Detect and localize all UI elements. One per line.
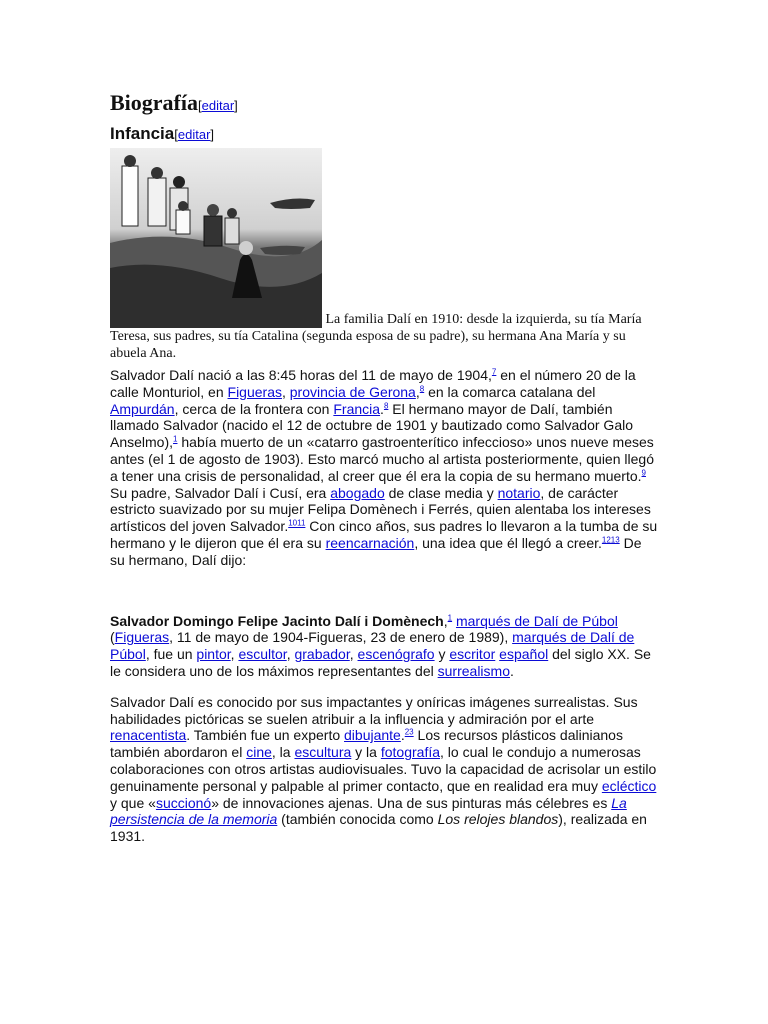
link-figueras[interactable]: Figueras xyxy=(227,383,282,400)
link-escultor[interactable]: escultor xyxy=(238,646,287,663)
link-ampurdan[interactable]: Ampurdán xyxy=(110,400,175,417)
link-francia[interactable]: Francia xyxy=(333,400,381,417)
ref-link[interactable]: 7 xyxy=(491,367,497,377)
article xyxy=(110,86,660,845)
ref-link[interactable]: 8 xyxy=(419,384,425,394)
subsection-title: Infancia xyxy=(110,124,175,143)
family-photo-block xyxy=(110,148,660,362)
ref-link[interactable]: 23 xyxy=(404,727,414,737)
link-surrealismo[interactable]: surrealismo xyxy=(437,662,510,679)
link-escenografo[interactable]: escenógrafo xyxy=(357,646,435,663)
section-edit-link[interactable]: editar xyxy=(201,98,235,113)
alt-title-relojes-blandos: Los relojes blandos xyxy=(437,811,559,828)
paragraph-style: Salvador Dalí es conocido por sus impactantes y oníricas imágenes surrealistas. Sus habilidades pictóricas se suelen atribuir a la influencia y admiración por el arte renacentista. También fue un experto dibujante.$^{23}$ Los recursos plásticos dalinianos también abordaron el cine, la escultura y la fotografía, lo cual le condujo a numerosas colaboraciones con otros artistas audiovisuales. Tuvo la capacidad de acrisolar un estilo genuinamente personal y palpable al primer contacto, que en realidad era muy ecléctico y que «succionó» de innovaciones ajenas. Una de sus pinturas más célebres es La persistencia de la memoria (también conocida como Los relojes blandos), realizada en 1931. xyxy=(110,693,657,845)
link-cine[interactable]: cine xyxy=(246,744,272,761)
link-figueras[interactable]: Figueras xyxy=(114,629,170,646)
link-persistencia-memoria[interactable]: La persistencia de la memoria xyxy=(110,794,627,828)
ref-link[interactable]: 1 xyxy=(447,612,453,622)
link-provincia-gerona[interactable]: provincia de Gerona xyxy=(289,383,416,400)
ref-link[interactable]: 1 xyxy=(173,434,178,444)
family-photo xyxy=(110,148,322,328)
ref-link[interactable]: 9 xyxy=(641,468,646,478)
section-edit: [editar] xyxy=(198,98,238,113)
link-marques-dali-pubol[interactable]: marqués de Dalí de Púbol xyxy=(110,629,635,663)
link-pintor[interactable]: pintor xyxy=(196,646,231,663)
paragraph-childhood: Salvador Dalí nació a las 8:45 horas del 11 de mayo de 1904,$^7$ en el número 20 de la calle Monturiol, en Figueras, provincia de Gerona,$^8$ en la comarca catalana del Ampurdán, cerca de la frontera con Francia.$^8$ El hermano mayor de Dalí, también llamado Salvador (nacido el 12 de octubre de 1901 y bautizado como Salvador Galo Anselmo),$^1$ había muerto de un «catarro gastroenterítico infeccioso» unos nueve meses antes (el 1 de agosto de 1903). Esto marcó mucho al artista posteriormente, quien llegó a tener una crisis de personalidad, al creer que él era la copia de su hermano muerto.$^9$ Su padre, Salvador Dalí i Cusí, era abogado de clase media y notario, de carácter estricto suavizado por su mujer Felipa Domènech i Ferrés, quien alentaba los intereses artísticos del joven Salvador.$^{1011}$ Con cinco años, sus padres lo llevaron a la tumba de su hermano y le dijeron que él era su reencarnación, una idea que él llegó a creer.$^{1213}$ De su hermano, Dalí dijo: xyxy=(110,367,658,568)
link-succiono[interactable]: succionó xyxy=(155,794,212,811)
full-name: Salvador Domingo Felipe Jacinto Dalí i Domènech xyxy=(110,612,444,629)
link-marques-dali-pubol[interactable]: marqués de Dalí de Púbol xyxy=(455,612,618,629)
link-eclectico[interactable]: ecléctico xyxy=(601,777,657,794)
paragraph-intro: Salvador Domingo Felipe Jacinto Dalí i Domènech,$^1$ marqués de Dalí de Púbol (Figueras, 11 de mayo de 1904-Figueras, 23 de enero de 1989), marqués de Dalí de Púbol, fue un pintor, escultor, grabador, escenógrafo y escritor español del siglo XX. Se le considera uno de los máximos representantes del surrealismo. xyxy=(110,612,651,679)
family-photo-caption: La familia Dalí en 1910: desde la izquierda, su tía María Teresa, sus padres, su tía Catalina (segunda esposa de su padre), su hermana Ana María y su abuela Ana. xyxy=(110,312,642,361)
ref-link[interactable]: 8 xyxy=(383,400,389,410)
link-escritor[interactable]: escritor xyxy=(449,646,496,663)
link-dibujante[interactable]: dibujante xyxy=(344,727,401,744)
subsection-edit-link[interactable]: editar xyxy=(177,127,211,142)
link-reencarnacion[interactable]: reencarnación xyxy=(325,534,415,551)
link-fotografia[interactable]: fotografía xyxy=(380,744,441,761)
link-grabador[interactable]: grabador xyxy=(294,646,350,663)
family-photo-image xyxy=(110,148,322,328)
ref-link[interactable]: 1213 xyxy=(601,535,620,545)
link-escultura[interactable]: escultura xyxy=(294,744,352,761)
section-heading xyxy=(110,86,660,123)
link-abogado[interactable]: abogado xyxy=(330,484,385,501)
link-renacentista[interactable]: renacentista xyxy=(110,727,187,744)
section-title: Biografía xyxy=(110,90,198,115)
link-espanol[interactable]: español xyxy=(499,646,549,663)
link-notario[interactable]: notario xyxy=(497,484,541,501)
subsection-edit: [editar] xyxy=(174,127,215,142)
ref-link[interactable]: 1011 xyxy=(288,518,306,528)
subsection-heading xyxy=(110,123,660,146)
